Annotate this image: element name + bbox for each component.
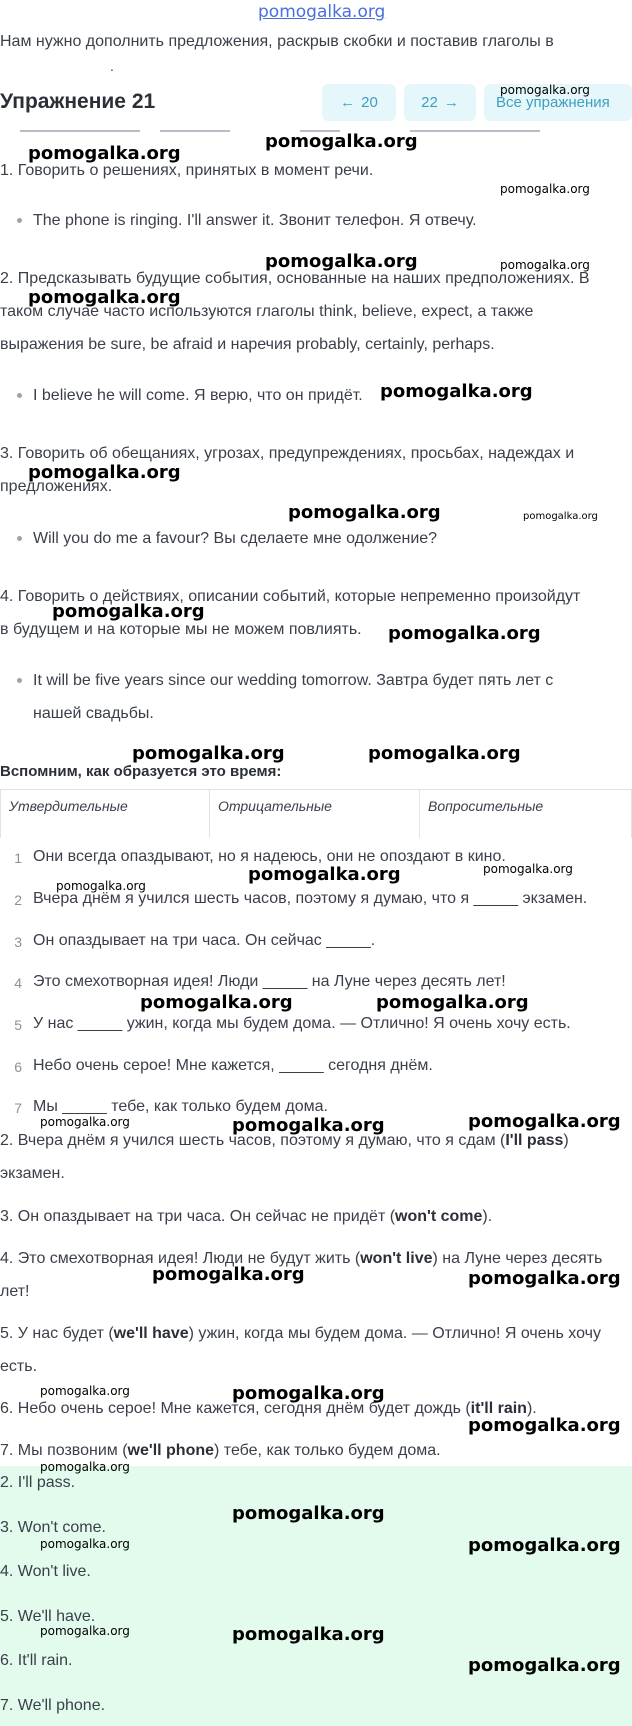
table-header-affirmative: Утвердительные	[0, 790, 210, 838]
exercise-item-number: 2	[14, 892, 22, 908]
exercise-item-text: Они всегда опаздывают, но я надеюсь, они не опоздают в кино.	[33, 848, 506, 865]
answer-2-line-2: экзамен.	[0, 1165, 65, 1182]
table-header-interrogative: Вопросительные	[420, 790, 632, 838]
watermark: pomogalka.org	[483, 862, 573, 876]
watermark: pomogalka.org	[265, 131, 418, 152]
watermark: pomogalka.org	[500, 182, 590, 196]
short-answer: 5. We'll have.	[0, 1608, 96, 1625]
arrow-left-icon: ←	[340, 94, 356, 111]
next-exercise-label: 22	[421, 94, 438, 111]
watermark: pomogalka.org	[28, 143, 181, 164]
watermark: pomogalka.org	[40, 1624, 130, 1638]
short-answer: 3. Won't come.	[0, 1519, 106, 1536]
site-logo-link[interactable]: pomogalka.org	[258, 2, 386, 22]
exercise-item-number: 6	[14, 1059, 22, 1075]
exercise-item-text: Мы _____ тебе, как только будем дома.	[33, 1098, 328, 1115]
next-exercise-button[interactable]	[404, 84, 476, 121]
short-answer: 2. I'll pass.	[0, 1474, 76, 1491]
answer-6: 6. Небо очень серое! Мне кажется, сегодня днём будет дождь (it'll rain).	[0, 1400, 537, 1417]
watermark: pomogalka.org	[40, 1460, 130, 1474]
formation-table	[0, 789, 632, 838]
watermark: pomogalka.org	[468, 1268, 621, 1289]
rule-4-example-line-2: нашей свадьбы.	[33, 705, 154, 722]
watermark: pomogalka.org	[140, 992, 293, 1013]
watermark: pomogalka.org	[288, 502, 441, 523]
watermark: pomogalka.org	[132, 743, 285, 764]
watermark: pomogalka.org	[468, 1535, 621, 1556]
exercise-item-text: Это смехотворная идея! Люди _____ на Луне через десять лет!	[33, 973, 506, 990]
prev-exercise-button[interactable]	[322, 84, 396, 121]
watermark: pomogalka.org	[368, 743, 521, 764]
rule-1-text: 1. Говорить о решениях, принятых в момент речи.	[0, 162, 374, 179]
watermark: pomogalka.org	[523, 511, 598, 522]
watermark: pomogalka.org	[28, 462, 181, 483]
prev-exercise-label: 20	[361, 94, 378, 111]
exercise-item-text: У нас _____ ужин, когда мы будем дома. — Отлично! Я очень хочу есть.	[33, 1015, 571, 1032]
exercise-item-text: Вчера днём я учился шесть часов, поэтому я думаю, что я _____ экзамен.	[33, 890, 588, 907]
watermark: pomogalka.org	[248, 864, 401, 885]
answer-4-line-2: лет!	[0, 1283, 30, 1300]
table-header-negative: Отрицательные	[210, 790, 420, 838]
answer-7: 7. Мы позвоним (we'll phone) тебе, как только будем дома.	[0, 1442, 441, 1459]
intro-text: Нам нужно дополнить предложения, раскрыв скобки и поставив глаголы в	[0, 33, 554, 50]
watermark: pomogalka.org	[28, 287, 181, 308]
watermark: pomogalka.org	[388, 623, 541, 644]
answer-5-line-2: есть.	[0, 1358, 38, 1375]
watermark: pomogalka.org	[468, 1415, 621, 1436]
rule-4-example-line-1: It will be five years since our wedding tomorrow. Завтра будет пять лет с	[33, 672, 554, 689]
rule-3-text-line-2: предложениях.	[0, 478, 113, 495]
rule-4-text-line-1: 4. Говорить о действиях, описании событий, которые непременно произойдут	[0, 588, 581, 605]
watermark: pomogalka.org	[40, 1384, 130, 1398]
watermark: pomogalka.org	[152, 1264, 305, 1285]
intro-dot: .	[110, 58, 114, 74]
rule-2-text-line-3: выражения be sure, be afraid и наречия probably, certainly, perhaps.	[0, 336, 495, 353]
watermark: pomogalka.org	[468, 1111, 621, 1132]
answer-2-line-1: 2. Вчера днём я учился шесть часов, поэтому я думаю, что я сдам (I'll pass)	[0, 1132, 569, 1149]
exercise-item-number: 4	[14, 975, 22, 991]
rule-2-example: I believe he will come. Я верю, что он придёт.	[33, 387, 363, 404]
rule-3-example: Will you do me a favour? Вы сделаете мне одолжение?	[33, 530, 438, 547]
answer-4-line-1: 4. Это смехотворная идея! Люди не будут жить (won't live) на Луне через десять	[0, 1250, 603, 1267]
exercise-item-number: 5	[14, 1017, 22, 1033]
watermark: pomogalka.org	[232, 1115, 385, 1136]
short-answer: 6. It'll rain.	[0, 1652, 73, 1669]
exercise-item-text: Небо очень серое! Мне кажется, _____ сегодня днём.	[33, 1057, 433, 1074]
short-answer: 7. We'll phone.	[0, 1697, 106, 1714]
exercise-item-text: Он опаздывает на три часа. Он сейчас _____.	[33, 932, 376, 949]
watermark: pomogalka.org	[376, 992, 529, 1013]
rule-3-text-line-1: 3. Говорить об обещаниях, угрозах, предупреждениях, просьбах, надеждах и	[0, 445, 575, 462]
short-answer: 4. Won't live.	[0, 1563, 91, 1580]
recall-heading: Вспомним, как образуется это время:	[0, 763, 282, 780]
arrow-right-icon: →	[443, 94, 459, 111]
exercise-title: Упражнение 21	[0, 90, 156, 113]
answer-3: 3. Он опаздывает на три часа. Он сейчас не придёт (won't come).	[0, 1208, 493, 1225]
watermark: pomogalka.org	[232, 1503, 385, 1524]
watermark: pomogalka.org	[40, 1115, 130, 1129]
watermark: pomogalka.org	[52, 601, 205, 622]
exercise-item-number: 1	[14, 850, 22, 866]
answer-5-line-1: 5. У нас будет (we'll have) ужин, когда мы будем дома. — Отлично! Я очень хочу	[0, 1325, 601, 1342]
rule-1-example: The phone is ringing. I'll answer it. Звонит телефон. Я отвечу.	[33, 212, 477, 229]
bullet-icon	[17, 536, 22, 541]
watermark: pomogalka.org	[468, 1655, 621, 1676]
exercise-item-number: 3	[14, 934, 22, 950]
bullet-icon	[17, 218, 22, 223]
watermark: pomogalka.org	[232, 1383, 385, 1404]
watermark: pomogalka.org	[232, 1624, 385, 1645]
watermark: pomogalka.org	[380, 381, 533, 402]
watermark: pomogalka.org	[500, 258, 590, 272]
bullet-icon	[17, 393, 22, 398]
watermark: pomogalka.org	[56, 879, 146, 893]
exercise-item-number: 7	[14, 1100, 22, 1116]
watermark: pomogalka.org	[40, 1537, 130, 1551]
watermark: pomogalka.org	[265, 251, 418, 272]
rule-2-text-line-1: 2. Предсказывать будущие события, основанные на наших предположениях. В	[0, 270, 590, 287]
rule-2-text-line-2: таком случае часто используются глаголы think, believe, expect, а также	[0, 303, 534, 320]
rule-4-text-line-2: в будущем и на которые мы не можем повлиять.	[0, 621, 362, 638]
bullet-icon	[17, 678, 22, 683]
watermark: pomogalka.org	[500, 83, 590, 97]
all-exercises-label: Все упражнения	[496, 94, 610, 111]
